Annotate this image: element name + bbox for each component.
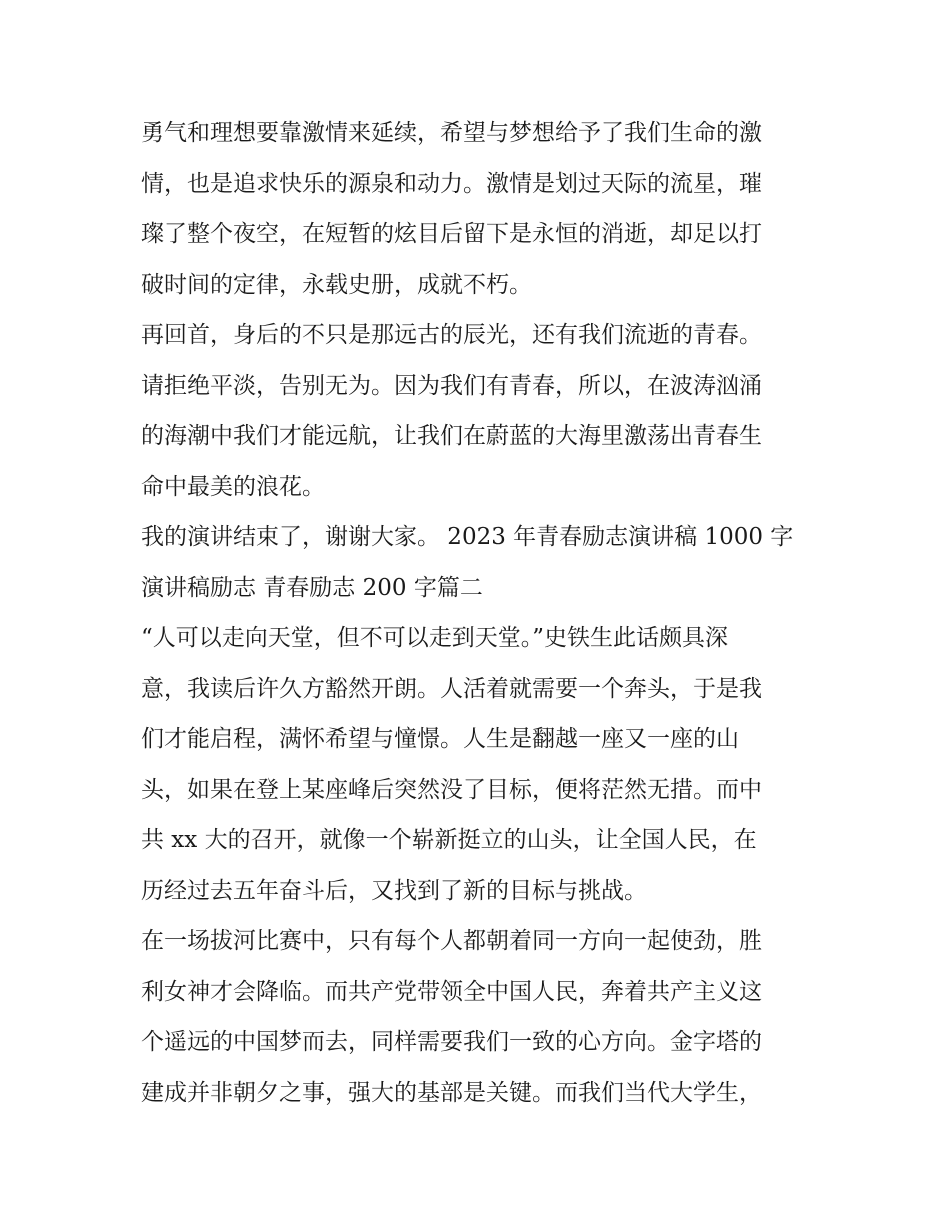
text-line: 个遥远的中国梦而去，同样需要我们一致的心方向。金字塔的 <box>141 1029 762 1055</box>
text-line: “人可以走向天堂，但不可以走到天堂。”史铁生此话颇具深 <box>141 625 729 651</box>
text-line: 再回首，身后的不只是那远古的辰光，还有我们流逝的青春。 <box>141 322 762 348</box>
text-line: 情，也是追求快乐的源泉和动力。激情是划过天际的流星，璀 <box>141 170 762 197</box>
text-line: 请拒绝平淡，告别无为。因为我们有青春，所以，在波涛汹涌 <box>141 372 762 399</box>
text-line: 璨了整个夜空，在短暂的炫目后留下是永恒的消逝，却足以打 <box>141 221 762 247</box>
text-line: 的海潮中我们才能远航，让我们在蔚蓝的大海里激荡出青春生 <box>141 423 762 449</box>
text-line: 演讲稿励志 青春励志 200 字篇二 <box>141 574 483 601</box>
text-line: 在一场拔河比赛中，只有每个人都朝着同一方向一起使劲，胜 <box>141 928 762 954</box>
text-line: 共 xx 大的召开，就像一个崭新挺立的山头，让全国人民，在 <box>141 827 757 853</box>
document-body <box>141 108 811 1118</box>
text-line: 利女神才会降临。而共产党带领全中国人民，奔着共产主义这 <box>141 978 762 1005</box>
text-line: 意，我读后许久方豁然开朗。人活着就需要一个奔头，于是我 <box>141 675 762 702</box>
text-line: 头，如果在登上某座峰后突然没了目标，便将茫然无措。而中 <box>141 776 762 803</box>
text-line: 破时间的定律，永载史册，成就不朽。 <box>141 271 532 298</box>
text-line: 勇气和理想要靠激情来延续，希望与梦想给予了我们生命的激 <box>141 120 762 146</box>
text-line: 我的演讲结束了，谢谢大家。 2023 年青春励志演讲稿 1000 字 <box>141 524 794 550</box>
text-line: 命中最美的浪花。 <box>141 473 325 500</box>
text-line: 历经过去五年奋斗后，又找到了新的目标与挑战。 <box>141 877 647 904</box>
text-line: 们才能启程，满怀希望与憧憬。人生是翻越一座又一座的山 <box>141 726 739 752</box>
text-line: 建成并非朝夕之事，强大的基部是关键。而我们当代大学生， <box>141 1079 762 1106</box>
